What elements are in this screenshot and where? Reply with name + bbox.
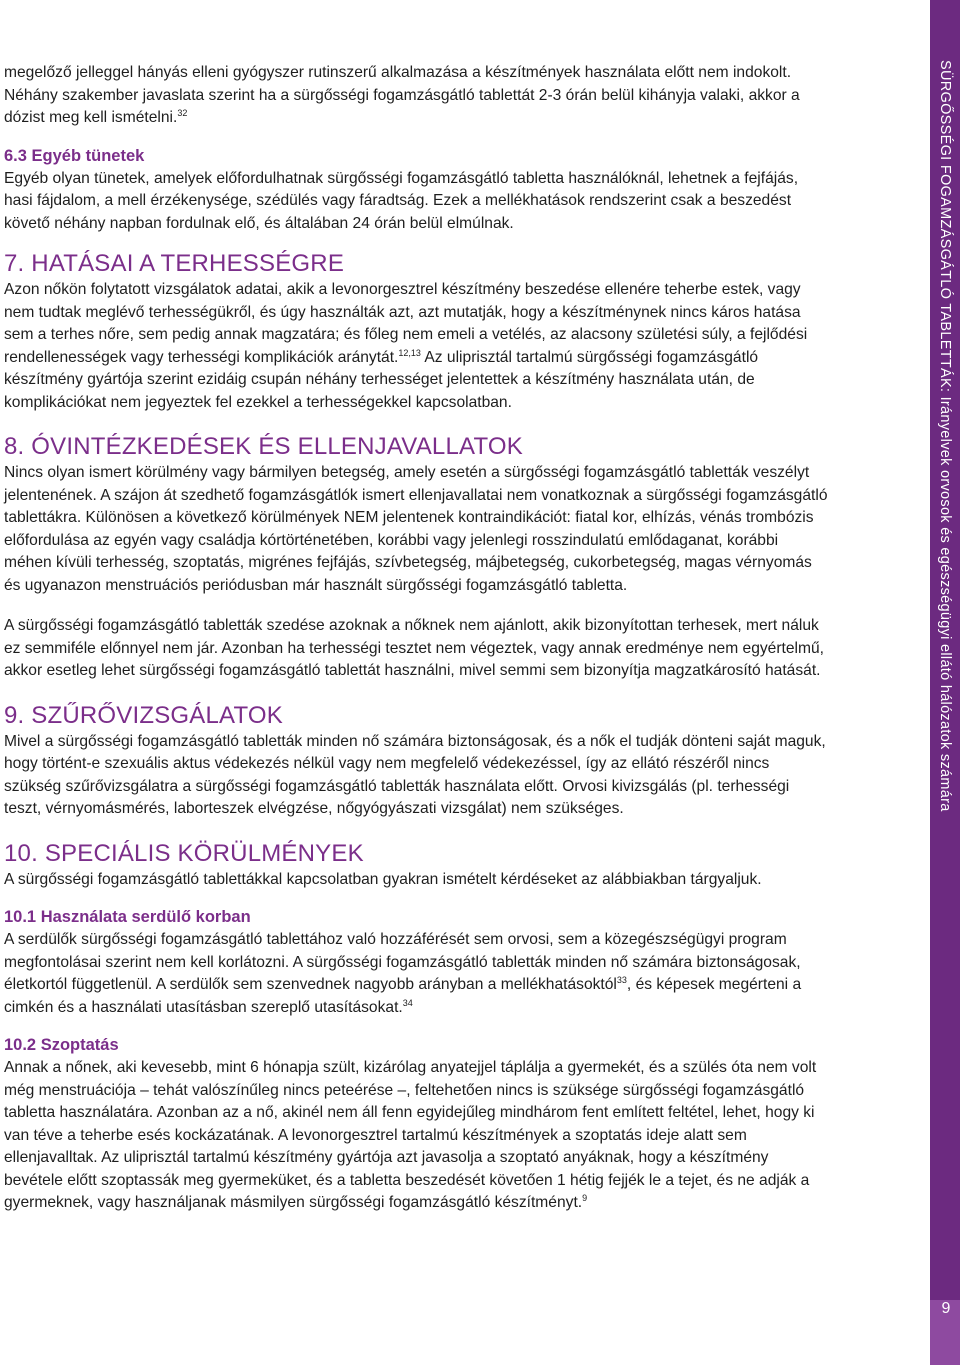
section-10-heading: 10. SPECIÁLIS KÖRÜLMÉNYEK	[4, 839, 364, 867]
section-6-3-text: Egyéb olyan tünetek, amelyek előfordulhatnak sürgősségi fogamzásgátló tabletta használóknál, lehetnek a fejfájás, hasi fájdalom, a mell érzékenysége, szédülés vagy fáradtság. Ezek a mellékhatások rendszerint csak a beszedést követő néhány napban fordulnak elő, és általában 24 órán belül elmúlnak.	[4, 169, 799, 232]
section-10-1-ref-a: 33	[616, 975, 627, 985]
intro-paragraph	[4, 62, 830, 130]
section-7-heading: 7. HATÁSAI A TERHESSÉGRE	[4, 250, 345, 277]
section-8-heading: 8. ÓVINTÉZKEDÉSEK ÉS ELLENJAVALLATOK	[4, 433, 523, 460]
section-9-text: Mivel a sürgősségi fogamzásgátló tabletták minden nő számára biztonságosak, és a nők el tudják dönteni saját maguk, hogy történt-e szexuális aktus védekezés nélkül vagy nem megfelelő védekezéssel, így az ellátó részéről nincs szükség szűrővizsgálatra a sürgősségi fogamzásgátló tabletták használata előtt. Orvosi kivizsgálás (pl. terhességi teszt, vérnyomásmérés, laborteszek elvégzése, nőgyógyászati vizsgálat) nem szükséges.	[4, 732, 826, 817]
intro-text: megelőző jelleggel hányás elleni gyógyszer rutinszerű alkalmazása a készítmények használata előtt nem indokolt. Néhány szakember javaslata szerint ha a sürgősségi fogamzásgátló tablettát 2-3 órán belül kihányja valaki, akkor a dózist meg kell ismételni.	[4, 64, 800, 126]
section-10-1-heading: 10.1 Használata serdülő korban	[4, 908, 251, 926]
page-number: 9	[941, 1300, 951, 1317]
section-7-text-b: Az uliprisztál tartalmú sürgősségi fogamzásgátló készítmény gyártója szerint ezidáig csupán néhány terhességet jelentettek a készítmény használata után, de komplikációkat nem jegyeztek fel ezekkel a terhességekkel kapcsolatban.	[4, 348, 759, 411]
section-7-ref: 12,13	[398, 347, 421, 358]
section-10-1-text-b: , és képesek megérteni a cimkén és a használati utasításban szereplő utasításokat.	[4, 976, 802, 1016]
section-10-1-text-a: A serdülők sürgősségi fogamzásgátló tablettához való hozzáférését sem orvosi, sem a közegészségügyi program megfontolásai szerint nem kell korlátozni. A sürgősségi fogamzásgátló tabletták minden nő számára biztonságosak, életkortól függetlenül. A serdülők sem szenvednek nagyobb arányban a mellékhatásoktól	[4, 931, 801, 993]
intro-ref: 32	[177, 108, 188, 118]
section-10-2-ref: 9	[582, 1193, 588, 1203]
section-9-heading: 9. SZŰRŐVIZSGÁLATOK	[4, 701, 283, 729]
page-content	[4, 62, 830, 1215]
section-10-text: A sürgősségi fogamzásgátló tablettákkal kapcsolatban gyakran ismételt kérdéseket az alábbiakban tárgyaljuk.	[4, 870, 762, 888]
section-8-paragraph-1: Nincs olyan ismert körülmény vagy bármilyen betegség, amely esetén a sürgősségi fogamzásgátló tabletták veszélyt jelentenének. A szájon át szedhető fogamzásgátlók ismert ellenjavallatai nem vonatkoznak a sürgősségi fogamzásgátló tablettákra. Különösen a következő körülmények NEM jelentenek kontraindikációt: fiatal kor, elhízás, vénás trombózis előfordulása az egyén vagy családja kórtörténetében, korábbi vagy jelenlegi rosszindulatú emlődaganat, korábbi méhen kívüli terhesség, szoptatás, migrénes fejfájás, szívbetegség, májbetegség, cukorbetegség, magas vérnyomás és ugyanazon menstruációs periódusban már használt sürgősségi fogamzásgátló tabletta.	[4, 464, 828, 594]
section-8-paragraph-2: A sürgősségi fogamzásgátló tabletták szedése azoknak a nőknek nem ajánlott, akik bizonyítottan terhesek, mert náluk ez semmiféle előnnyel nem jár. Azonban ha terhességi tesztet nem végeztek, vagy annak eredménye nem egyértelmű, akkor esetleg lehet sürgősségi fogamzásgátló tablettát használni, mivel semmi sem bizonyítja magzatkárosító hatását.	[4, 617, 824, 679]
section-10-2-heading: 10.2 Szoptatás	[4, 1036, 119, 1054]
side-title: SÜRGŐSSÉGI FOGAMZÁSGÁTLÓ TABLETTÁK: Irányelvek orvosok és egészségügyi ellátó hálózatok számára	[937, 60, 953, 812]
section-7-paragraph	[4, 279, 830, 414]
section-10-1-paragraph	[4, 929, 830, 1019]
section-6-3-heading: 6.3 Egyéb tünetek	[4, 146, 145, 165]
section-10-2-text: Annak a nőnek, aki kevesebb, mint 6 hónapja szült, kizárólag anyatejjel táplálja a gyermekét, és a szülés óta nem volt még menstruációja – tehát valószínűleg nincs peteérése –, feltehetően nincs is szüksége sürgősségi fogamzásgátló tabletta használatára. Azonban az a nő, akinél nem áll fenn egyidejűleg mindhárom fent említett feltétel, lehet, hogy ki van téve a teherbe esés kockázatának. A levonorgesztrel tartalmú készítmények a szoptatás ideje alatt sem ellenjavalltak. Az uliprisztál tartalmú készítmény gyártója azt javasolja a szoptató anyáknak, hogy a készítmény bevétele előtt szoptassák meg gyermeküket, és a tabletta beszedését követően 1 hétig fejjék le a tejet, és ne adják a gyermeknek, vagy használjanak másmilyen sürgősségi fogamzásgátló készítményt.	[4, 1059, 817, 1211]
section-7-text-a: Azon nőkön folytatott vizsgálatok adatai, akik a levonorgesztrel készítmény beszedése ellenére teherbe estek, vagy nem tudtak meglévő terhességükről, és úgy használták azt, azt mutatják, hogy a készítménynek nincs káros hatása sem a terhes nőre, sem pedig annak magzatára; és főleg nem emeli a vetélés, az alacsony születési súly, a fejlődési rendellenességek vagy terhességi komplikációk aránytát.	[4, 281, 808, 366]
section-10-2-paragraph	[4, 1057, 830, 1215]
section-10-1-ref-b: 34	[402, 997, 413, 1008]
